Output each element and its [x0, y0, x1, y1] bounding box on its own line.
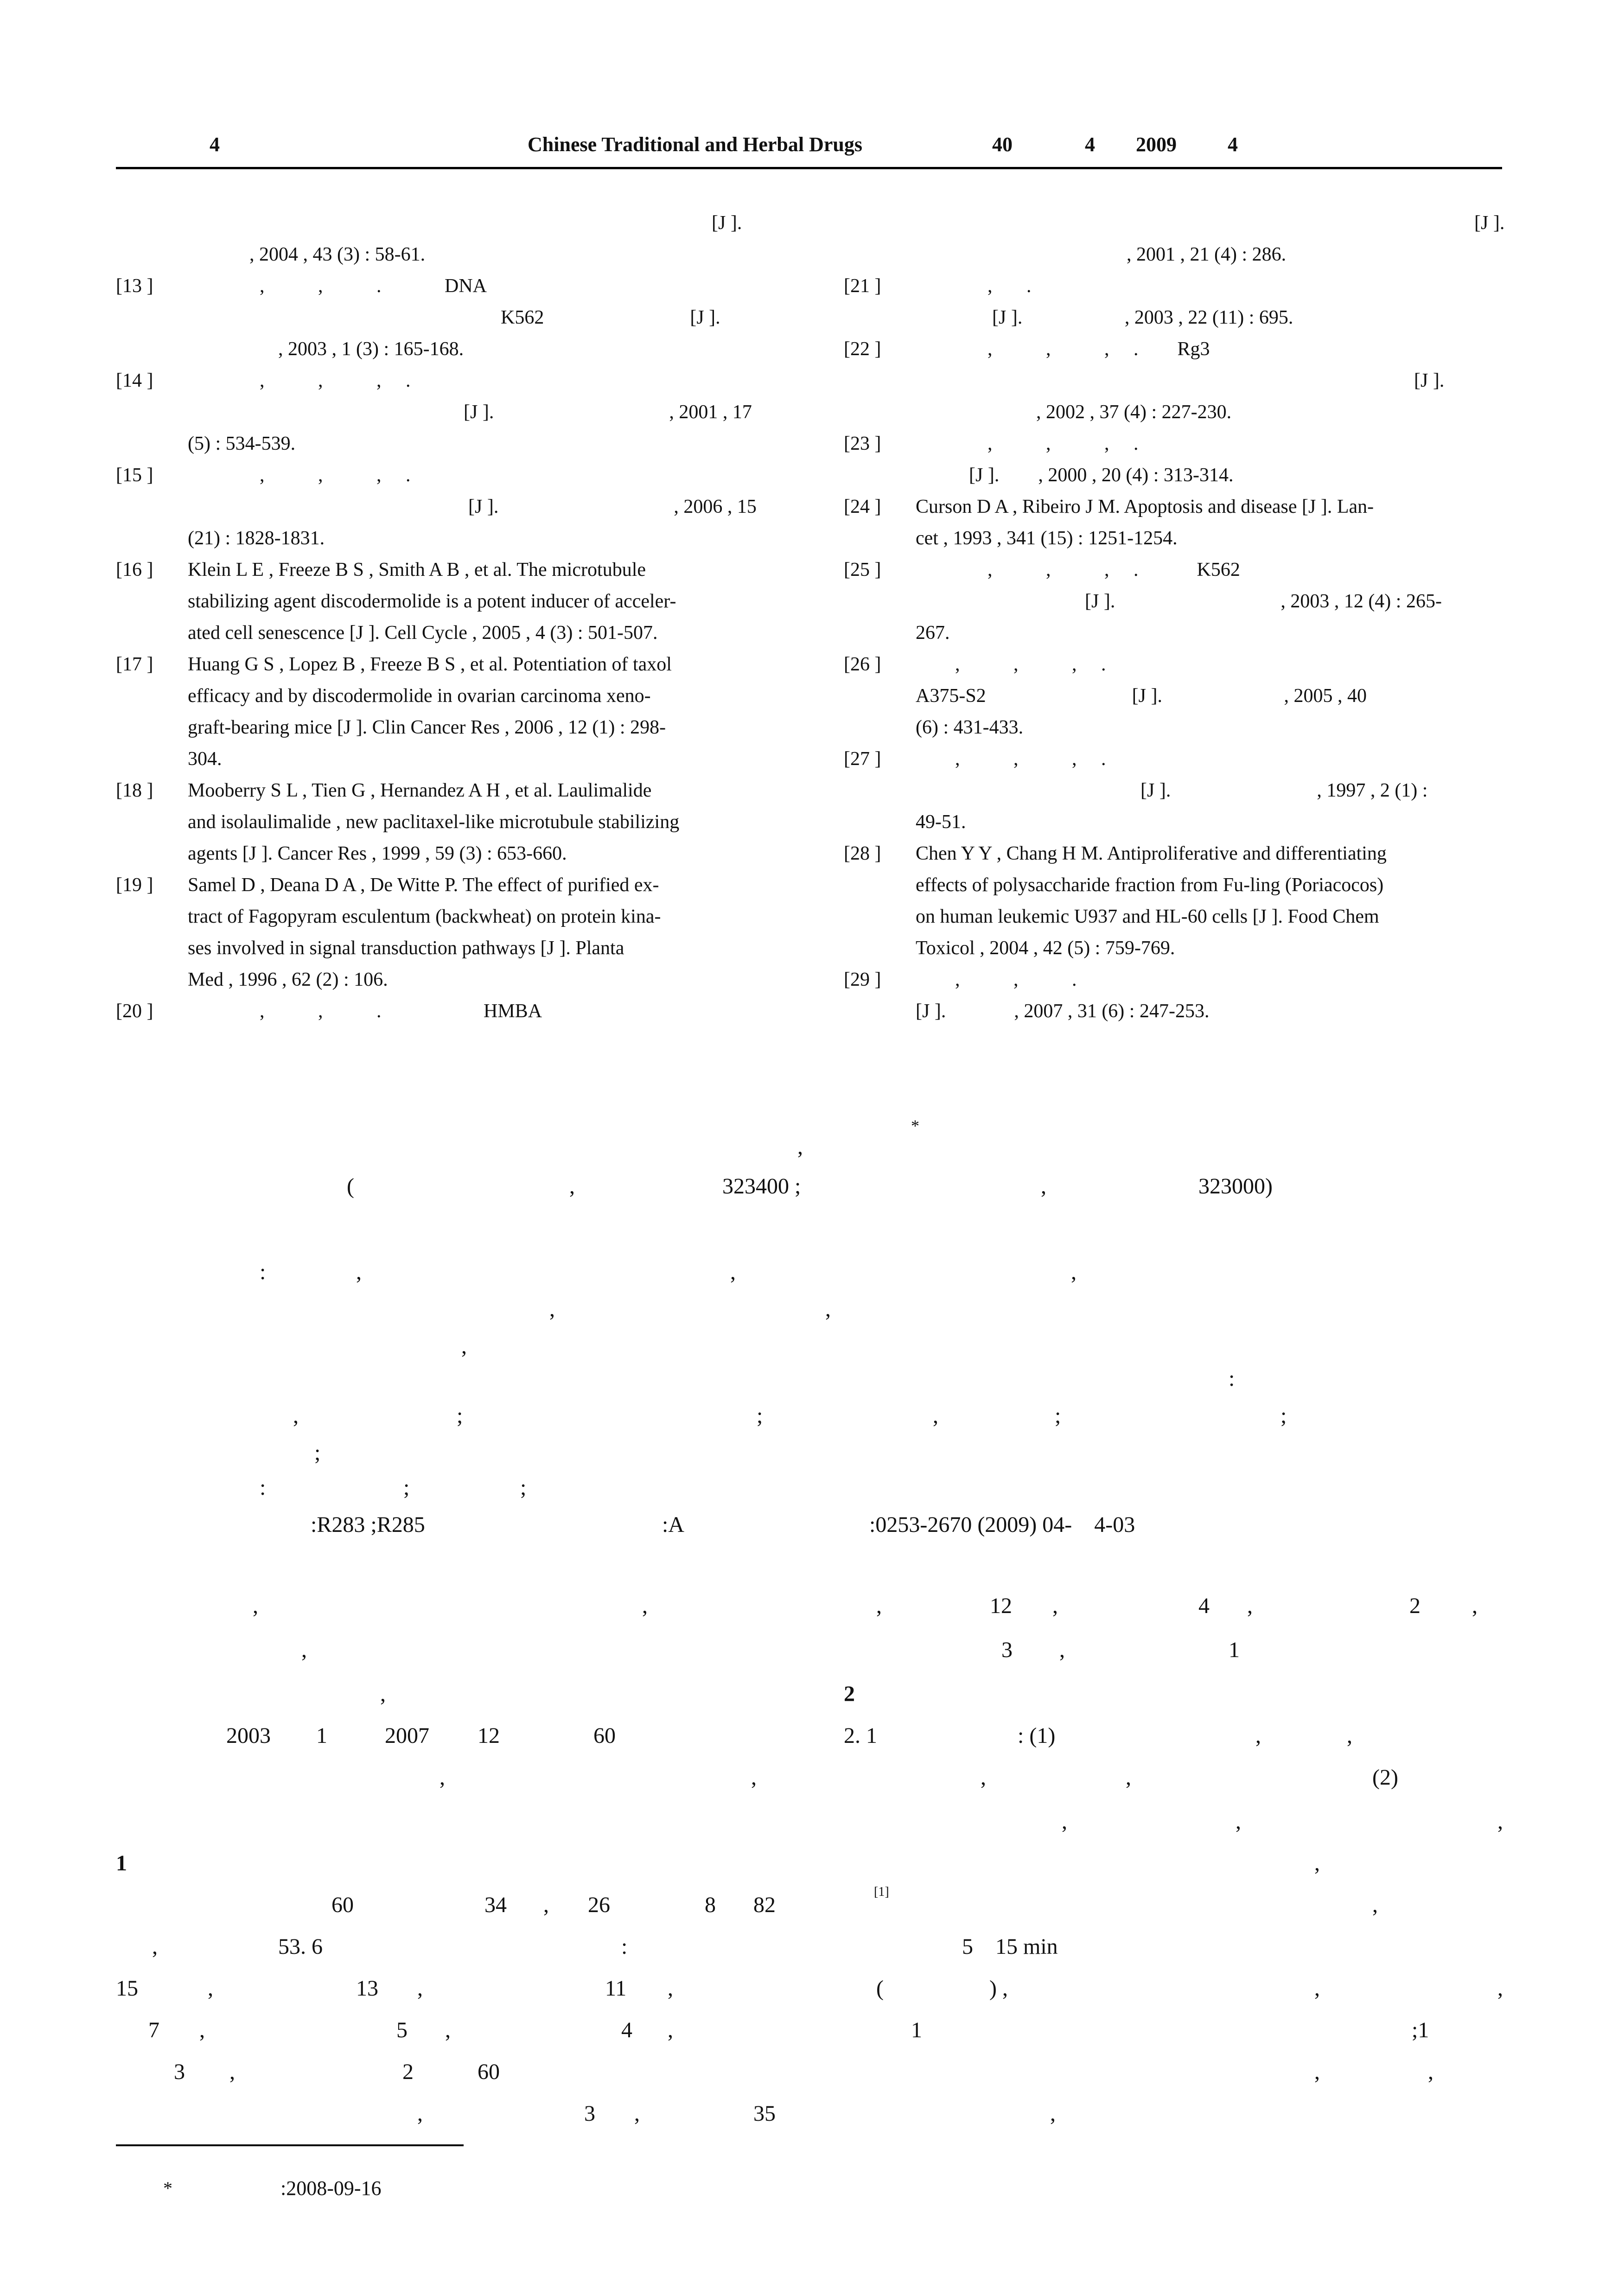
reference-line: graft-bearing mice [J ]. Clin Cancer Res , 2006 , 12 (1) : 298- — [188, 717, 666, 738]
reference-number: [15 ] — [116, 465, 153, 486]
rc-10: , — [543, 1893, 549, 1917]
reference-number: [27 ] — [844, 748, 881, 770]
study-start-month: 1 — [316, 1723, 327, 1748]
reference-line: Klein L E , Freeze B S , Smith A B , et al. The microtubule — [188, 559, 646, 580]
reference-line: [J ]. , 2003 , 22 (11) : 695. — [992, 307, 1293, 328]
section-2-heading: 2 — [844, 1682, 855, 1706]
reference-line: [J ]. , 2000 , 20 (4) : 313-314. — [969, 465, 1234, 486]
footnote-rule — [116, 2144, 464, 2146]
body-right-c1: , — [876, 1594, 882, 1618]
article-id: :0253-2670 (2009) 04- 4-03 — [869, 1512, 1135, 1537]
num-2: 2 — [1409, 1594, 1421, 1618]
author-star: * — [911, 1116, 919, 1135]
abstract-comma-4: , — [549, 1297, 555, 1321]
study-end-month: 12 — [478, 1723, 500, 1748]
footnote-star: * — [163, 2178, 172, 2199]
value-semi-1: ;1 — [1412, 2018, 1429, 2042]
journal-name: Chinese Traditional and Herbal Drugs — [528, 133, 863, 156]
rc-1: , — [208, 1976, 213, 2001]
abstract-sep-2: ; — [457, 1403, 463, 1428]
affiliation-postcode-1: 323400 ; — [722, 1174, 801, 1199]
reference-number: [13 ] — [116, 275, 153, 297]
num-1: 1 — [1229, 1638, 1240, 1662]
body-right-c6: , — [1255, 1723, 1261, 1748]
author-separator: , — [797, 1135, 803, 1159]
reference-number: [19 ] — [116, 874, 153, 896]
body-right-c3: , — [1247, 1594, 1253, 1618]
abstract-comma-2: , — [730, 1260, 736, 1284]
reference-line: [J ]. , 2007 , 31 (6) : 247-253. — [916, 1001, 1210, 1022]
body-left-c3: , — [301, 1638, 307, 1662]
reference-line: Toxicol , 2004 , 42 (5) : 759-769. — [916, 938, 1175, 959]
reference-line: , 2001 , 21 (4) : 286. — [1127, 244, 1287, 265]
body-left-c5: , — [440, 1765, 445, 1790]
abstract-sep-3: ; — [757, 1403, 763, 1428]
reference-line: and isolaulimalide , new paclitaxel-like microtubule stabilizing — [188, 811, 680, 833]
reference-number: [21 ] — [844, 275, 881, 297]
rc-3: , — [668, 1976, 673, 2001]
abstract-sep-5: ; — [1055, 1403, 1061, 1428]
abstract-colon: : — [260, 1260, 266, 1284]
year: 2009 — [1136, 133, 1177, 156]
count-15: 15 — [116, 1976, 138, 2001]
body-right-c15: , — [1314, 1976, 1320, 2001]
body-right-c9: , — [1126, 1765, 1131, 1790]
rc-8: , — [417, 2101, 423, 2126]
abstract-sep-4: , — [933, 1403, 938, 1428]
count-2: 2 — [402, 2060, 414, 2084]
received-date: :2008-09-16 — [280, 2177, 382, 2200]
issue: 4 — [1085, 133, 1095, 156]
count-3b: 3 — [584, 2101, 595, 2126]
abstract-colon-2: : — [1229, 1366, 1235, 1391]
affiliation-comma-b: , — [1041, 1174, 1046, 1199]
reference-line: , , , . — [955, 748, 1106, 770]
value-1: 1 — [911, 2018, 922, 2042]
duration: 5 15 min — [962, 1934, 1058, 1959]
reference-line: tract of Fagopyram esculentum (backwheat) on protein kina- — [188, 906, 661, 927]
rc-2: , — [417, 1976, 423, 2001]
count-11: 11 — [605, 1976, 627, 2001]
reference-line: , . — [987, 275, 1032, 297]
age-average: 53. 6 — [278, 1934, 323, 1959]
reference-line: , 2003 , 1 (3) : 165-168. — [278, 338, 464, 360]
reference-line: , , , . — [955, 654, 1106, 675]
num-4: 4 — [1198, 1594, 1210, 1618]
reference-line: [J ]. , 2001 , 17 — [464, 402, 752, 423]
reference-number: [20 ] — [116, 1001, 153, 1022]
body-right-c5: , — [1059, 1638, 1065, 1662]
reference-line: on human leukemic U937 and HL-60 cells [J ]. Food Chem — [916, 906, 1379, 927]
reference-line: effects of polysaccharide fraction from Fu-ling (Poriacocos) — [916, 874, 1384, 896]
reference-line: Curson D A , Ribeiro J M. Apoptosis and disease [J ]. Lan- — [916, 496, 1374, 517]
count-4: 4 — [621, 2018, 632, 2042]
age-max: 82 — [753, 1893, 776, 1917]
document-code: :A — [662, 1512, 684, 1537]
keywords-sep-1: ; — [403, 1475, 410, 1500]
reference-line: ses involved in signal transduction pathways [J ]. Planta — [188, 938, 624, 959]
body-right-c18: , — [1428, 2060, 1433, 2084]
reference-line: Chen Y Y , Chang H M. Antiproliferative and differentiating — [916, 843, 1387, 864]
reference-number: [23 ] — [844, 433, 881, 454]
body-right-c4: , — [1472, 1594, 1478, 1618]
reference-number: [28 ] — [844, 843, 881, 864]
page-number: 4 — [210, 133, 220, 156]
volume: 40 — [992, 133, 1013, 156]
body-right-c14: , — [1372, 1893, 1378, 1917]
abstract-comma-6: , — [461, 1334, 467, 1358]
reference-line: [J ]. — [1474, 212, 1505, 234]
count-13: 13 — [356, 1976, 378, 2001]
reference-number: [18 ] — [116, 780, 153, 801]
count-35: 35 — [753, 2101, 776, 2126]
count-3: 3 — [174, 2060, 185, 2084]
body-right-c12: , — [1497, 1809, 1503, 1834]
item-2: (2) — [1372, 1765, 1398, 1790]
reference-line: [J ]. , 1997 , 2 (1) : — [1140, 780, 1428, 801]
rc-4: , — [199, 2018, 205, 2042]
section-2-1-heading: 2. 1 — [844, 1723, 877, 1748]
reference-line: 267. — [916, 622, 950, 644]
affiliation-open: ( — [347, 1174, 354, 1199]
count-7: 7 — [148, 2018, 159, 2042]
reference-line: , , , . — [260, 465, 411, 486]
reference-number: [17 ] — [116, 654, 153, 675]
body-right-c17: , — [1314, 2060, 1320, 2084]
reference-line: Samel D , Deana D A , De Witte P. The effect of purified ex- — [188, 874, 659, 896]
body-right-c10: , — [1062, 1809, 1067, 1834]
reference-line: , , , . K562 — [987, 559, 1240, 580]
rc-7: , — [229, 2060, 235, 2084]
patients-male: 34 — [484, 1893, 507, 1917]
reference-line: , , , . Rg3 — [987, 338, 1210, 360]
reference-line: (21) : 1828-1831. — [188, 528, 325, 549]
reference-line: K562 [J ]. — [501, 307, 720, 328]
patients-female: 26 — [588, 1893, 610, 1917]
section-1-heading: 1 — [116, 1851, 127, 1875]
body-right-c2: , — [1052, 1594, 1058, 1618]
abstract-sep-6: ; — [1280, 1403, 1287, 1428]
body-left-c1: , — [253, 1594, 258, 1618]
parenthetical: ( ) , — [876, 1976, 1008, 2001]
reference-line: Mooberry S L , Tien G , Hernandez A H , et al. Laulimalide — [188, 780, 652, 801]
reference-line: , , . — [955, 969, 1077, 990]
classification-number: :R283 ;R285 — [311, 1512, 425, 1537]
abstract-comma-3: , — [1071, 1260, 1077, 1284]
citation-1: [1] — [874, 1885, 889, 1899]
count-60: 60 — [478, 2060, 500, 2084]
reference-number: [26 ] — [844, 654, 881, 675]
reference-line: [J ]. , 2006 , 15 — [468, 496, 757, 517]
reference-line: , , . DNA — [260, 275, 487, 297]
patients-total: 60 — [331, 1893, 354, 1917]
reference-line: (6) : 431-433. — [916, 717, 1024, 738]
affiliation-comma-a: , — [569, 1174, 575, 1199]
reference-number: [25 ] — [844, 559, 881, 580]
reference-line: 304. — [188, 748, 222, 770]
body-left-c2: , — [642, 1594, 648, 1618]
header-rule — [116, 167, 1502, 169]
reference-line: (5) : 534-539. — [188, 433, 296, 454]
month: 4 — [1228, 133, 1238, 156]
reference-number: [29 ] — [844, 969, 881, 990]
reference-line: 49-51. — [916, 811, 966, 833]
reference-line: , 2002 , 37 (4) : 227-230. — [1036, 402, 1232, 423]
reference-line: , , . HMBA — [260, 1001, 542, 1022]
reference-line: , , , . — [987, 433, 1139, 454]
reference-line: [J ]. — [1414, 370, 1445, 391]
num-12: 12 — [990, 1594, 1012, 1618]
reference-number: [22 ] — [844, 338, 881, 360]
body-left-c6: , — [751, 1765, 757, 1790]
reference-line: , , , . — [260, 370, 411, 391]
reference-number: [16 ] — [116, 559, 153, 580]
reference-line: Med , 1996 , 62 (2) : 106. — [188, 969, 388, 990]
body-right-c19: , — [1050, 2101, 1056, 2126]
abstract-sep-7: ; — [314, 1441, 321, 1465]
body-left-c7: , — [152, 1934, 158, 1959]
item-1: : (1) — [1018, 1723, 1056, 1748]
body-right-c13: , — [1314, 1851, 1320, 1875]
reference-number: [14 ] — [116, 370, 153, 391]
reference-line: cet , 1993 , 341 (15) : 1251-1254. — [916, 528, 1178, 549]
reference-line: , 2004 , 43 (3) : 58-61. — [249, 244, 426, 265]
case-count: 60 — [593, 1723, 616, 1748]
reference-number: [24 ] — [844, 496, 881, 517]
body-left-c4: , — [380, 1682, 386, 1706]
abstract-sep-1: , — [293, 1403, 299, 1428]
affiliation-postcode-2: 323000) — [1198, 1174, 1273, 1199]
reference-line: stabilizing agent discodermolide is a potent inducer of acceler- — [188, 591, 676, 612]
study-start-year: 2003 — [226, 1723, 271, 1748]
rc-9: , — [634, 2101, 640, 2126]
body-right-c7: , — [1347, 1723, 1352, 1748]
num-3: 3 — [1001, 1638, 1013, 1662]
reference-line: [J ]. — [712, 212, 742, 234]
count-5: 5 — [396, 2018, 408, 2042]
abstract-comma-1: , — [356, 1260, 362, 1284]
reference-line: ated cell senescence [J ]. Cell Cycle , 2005 , 4 (3) : 501-507. — [188, 622, 658, 644]
keywords-colon: : — [260, 1475, 266, 1500]
body-right-c16: , — [1497, 1976, 1503, 2001]
body-left-colon: : — [621, 1934, 628, 1959]
keywords-sep-2: ; — [520, 1475, 527, 1500]
reference-line: [J ]. , 2003 , 12 (4) : 265- — [1085, 591, 1442, 612]
age-min: 8 — [705, 1893, 716, 1917]
reference-line: Huang G S , Lopez B , Freeze B S , et al. Potentiation of taxol — [188, 654, 672, 675]
rc-6: , — [668, 2018, 673, 2042]
reference-line: A375-S2 [J ]. , 2005 , 40 — [916, 685, 1367, 707]
abstract-comma-5: , — [825, 1297, 831, 1321]
study-end-year: 2007 — [385, 1723, 429, 1748]
rc-5: , — [445, 2018, 451, 2042]
reference-line: efficacy and by discodermolide in ovarian carcinoma xeno- — [188, 685, 651, 707]
body-right-c8: , — [981, 1765, 986, 1790]
body-right-c11: , — [1236, 1809, 1241, 1834]
reference-line: agents [J ]. Cancer Res , 1999 , 59 (3) : 653-660. — [188, 843, 567, 864]
